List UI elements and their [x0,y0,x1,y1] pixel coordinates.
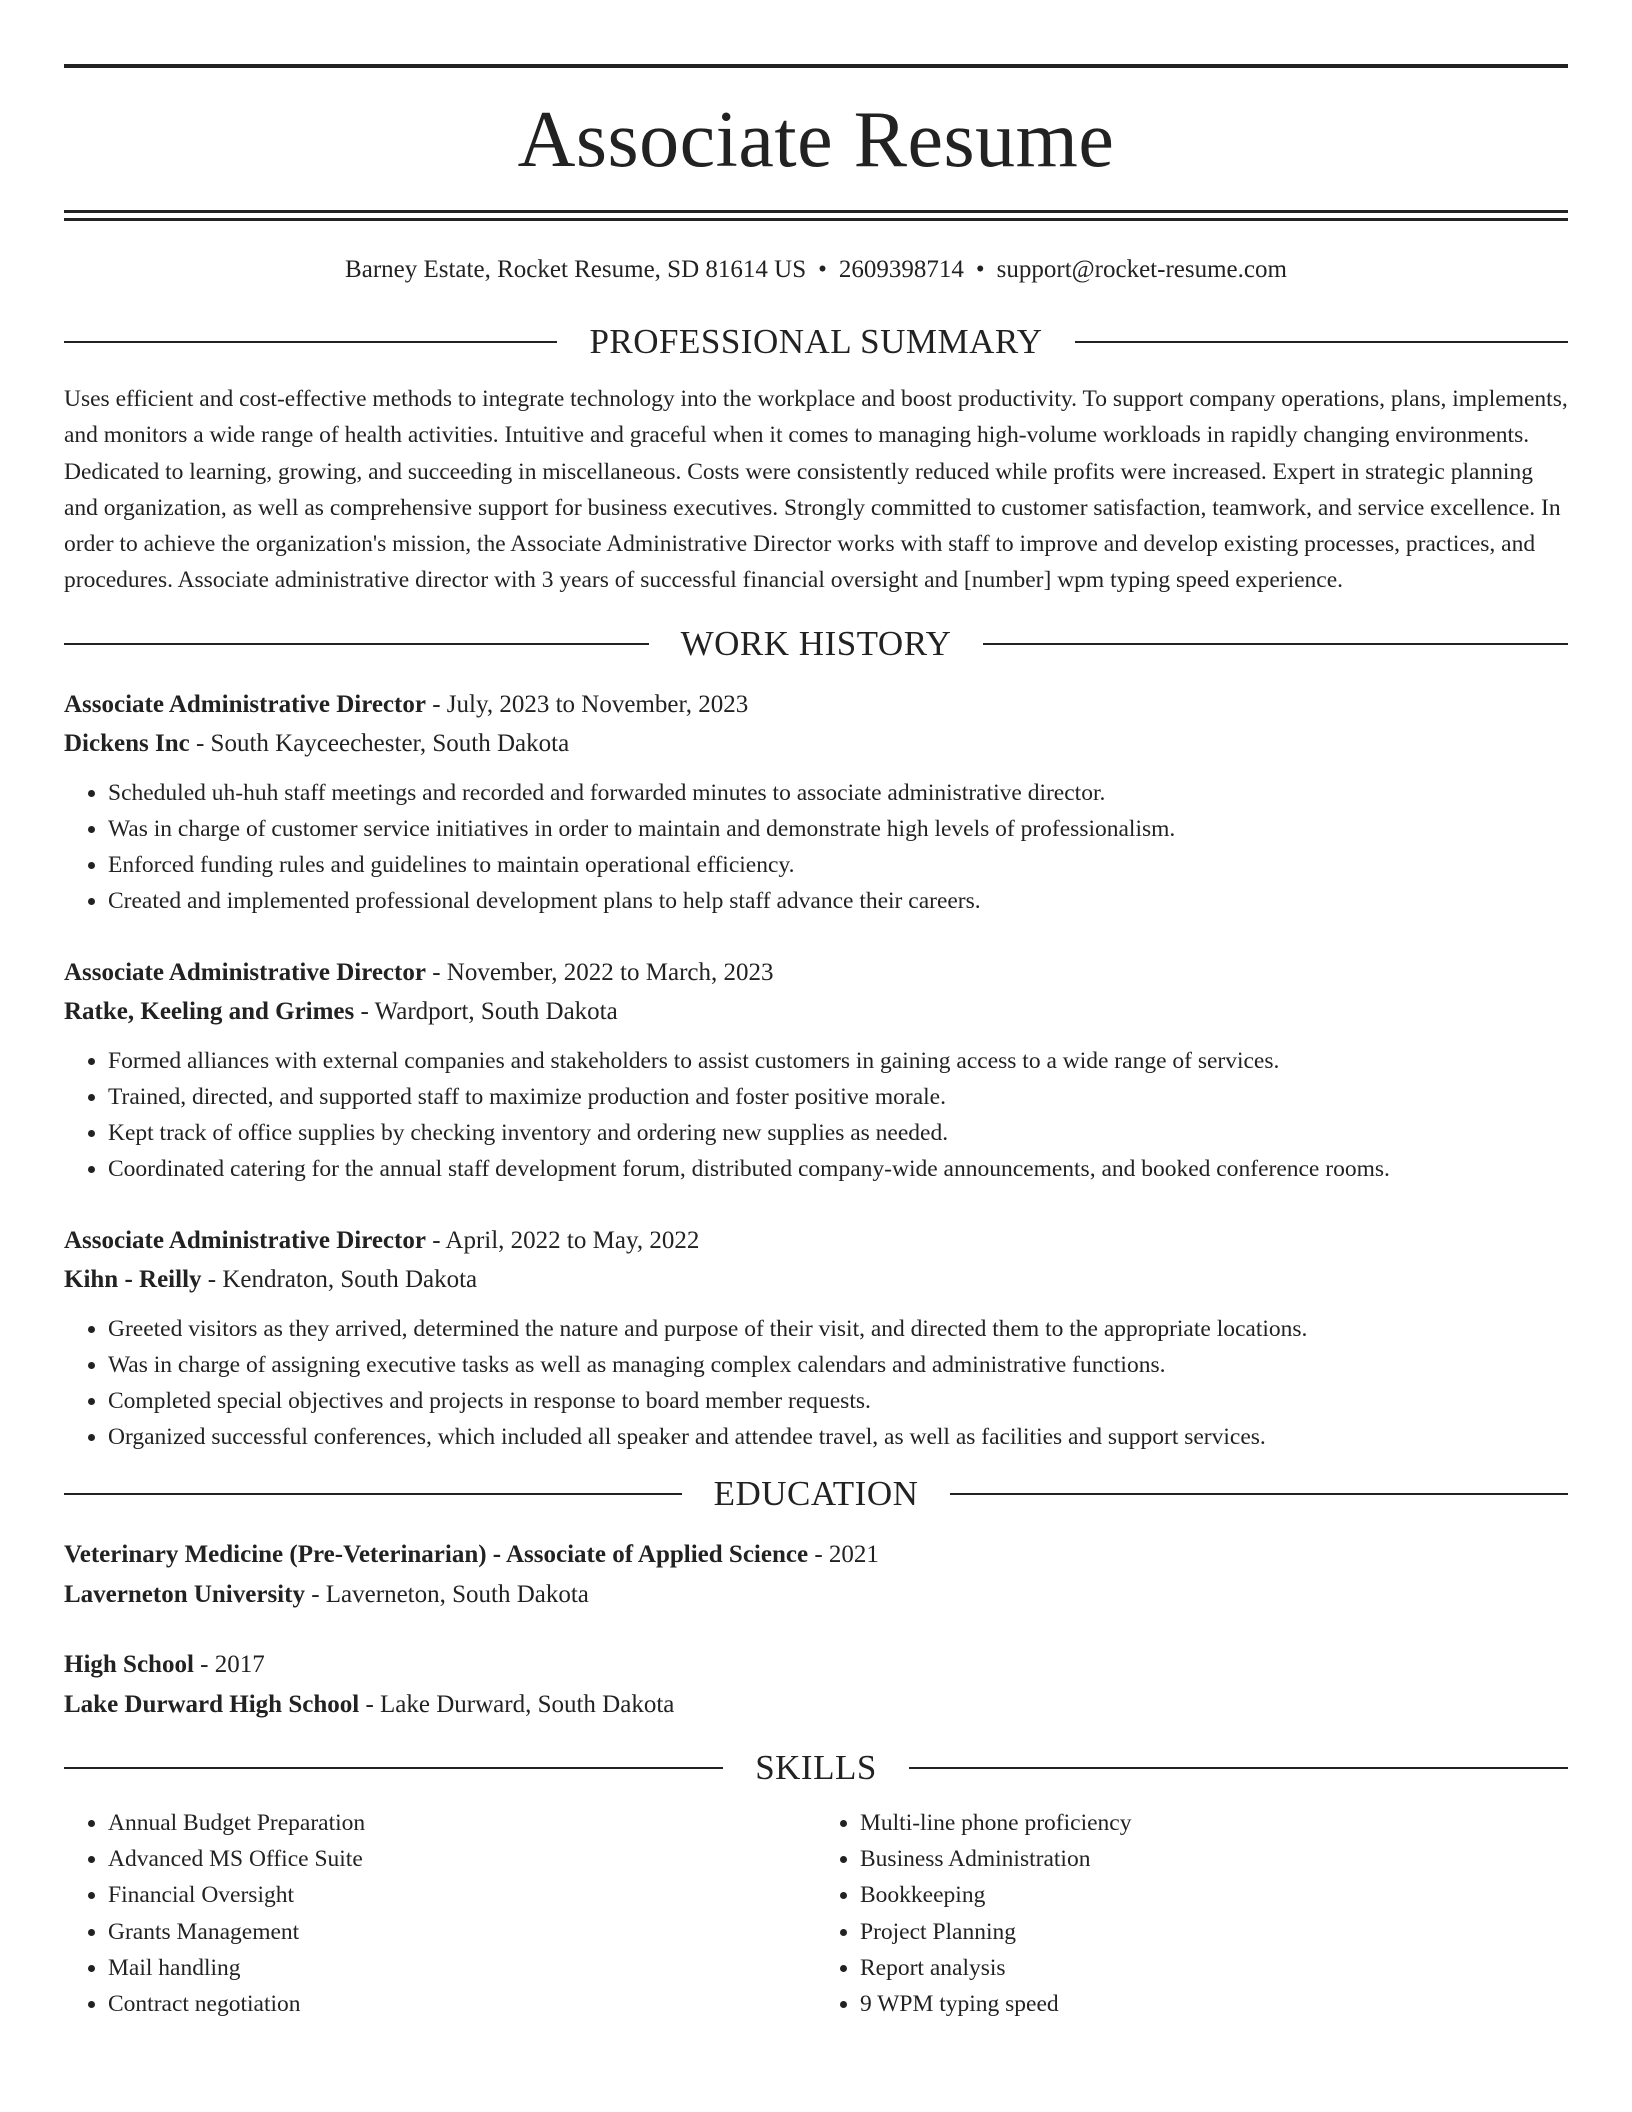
job-company: Dickens Inc [64,729,190,757]
job-company-line: Kihn - Reilly - Kendraton, South Dakota [64,1265,478,1293]
job-bullets [64,775,1568,919]
work-heading [64,623,1568,665]
job-bullet: • Created and implemented professional development plans to help staff advance their careers. [108,883,1568,919]
summary-heading-label: PROFESSIONAL SUMMARY [589,322,1043,361]
job-bullet: • Scheduled uh-huh staff meetings and recorded and forwarded minutes to associate administrative director. [108,775,1568,811]
job-title-line: Associate Administrative Director - July, 2023 to November, 2023 [64,690,749,718]
heading-rule-right [909,1767,1568,1769]
job-bullet: • Organized successful conferences, which included all speaker and attendee travel, as well as facilities and support services. [108,1419,1568,1455]
skill-item: • Multi-line phone proficiency [860,1805,1568,1841]
education-entry [64,1645,1568,1725]
heading-rule-left [64,1767,723,1769]
education-year: 2021 [828,1540,879,1568]
summary-text: Uses efficient and cost-effective methods to integrate technology into the workplace and boost productivity. To support company operations, plans, implements, and monitors a wide range of health activities. Intuitive and graceful when it comes to managing high-volume workloads in rapidly changing environments. Dedicated to learning, growing, and succeeding in miscellaneous. Costs were consistently reduced while profits were increased. Expert in strategic planning and organization, as well as comprehensive support for business executives. Strongly committed to customer satisfaction, teamwork, and service excellence. In order to achieve the organization's mission, the Associate Administrative Director works with staff to improve and develop existing processes, practices, and procedures. Associate administrative director with 3 years of successful financial oversight and [number] wpm typing speed experience. [64,386,1568,594]
top-rule [64,64,1568,68]
contact-separator: • [818,256,827,283]
resume-page [64,64,1568,2023]
skill-item: • Advanced MS Office Suite [108,1841,816,1877]
job-entry [64,1221,1568,1455]
heading-rule-right [983,643,1568,645]
job-entry [64,953,1568,1187]
job-bullet: • Trained, directed, and supported staff to maximize production and foster positive morale. [108,1079,1568,1115]
resume-title: Associate Resume [517,96,1115,184]
contact-address: Barney Estate, Rocket Resume, SD 81614 US [345,256,807,283]
job-bullet: • Enforced funding rules and guidelines to maintain operational efficiency. [108,847,1568,883]
skill-item: • Business Administration [860,1841,1568,1877]
job-bullet: • Greeted visitors as they arrived, determined the nature and purpose of their visit, and directed them to the appropriate locations. [108,1311,1568,1347]
skills-right-column [816,1805,1568,2023]
skills-columns [64,1805,1568,2023]
contact-email: support@rocket-resume.com [996,256,1287,283]
contact-separator: • [975,256,985,283]
skill-item: • Grants Management [108,1914,816,1950]
job-dates: July, 2023 to November, 2023 [446,690,749,718]
job-company-line: Ratke, Keeling and Grimes - Wardport, South Dakota [64,997,618,1025]
work-heading-label: WORK HISTORY [680,623,952,663]
education-degree: Veterinary Medicine (Pre-Veterinarian) - Associate of Applied Science [64,1540,809,1568]
job-bullet: • Completed special objectives and projects in response to board member requests. [108,1383,1568,1419]
education-school: Lake Durward High School [64,1690,360,1718]
job-bullets [64,1311,1568,1455]
job-bullet: • Was in charge of customer service initiatives in order to maintain and demonstrate high levels of professionalism. [108,811,1568,847]
job-dates: April, 2022 to May, 2022 [445,1226,700,1254]
title-double-rule [64,210,1568,221]
job-title: Associate Administrative Director [64,690,426,718]
education-degree: High School [64,1650,194,1678]
job-bullets [64,1043,1568,1187]
education-degree-line: High School - 2017 [64,1650,265,1678]
job-entry [64,685,1568,919]
heading-rule-left [64,643,649,645]
job-bullet: • Kept track of office supplies by checking inventory and ordering new supplies as needed. [108,1115,1568,1151]
job-company-line: Dickens Inc - South Kayceechester, South Dakota [64,729,570,757]
heading-rule-left [64,1493,682,1495]
contact-line [64,255,1568,285]
skills-left-column [64,1805,816,2023]
education-entry [64,1535,1568,1615]
work-history-list [64,685,1568,1455]
skill-item: • Financial Oversight [108,1877,816,1913]
job-company: Ratke, Keeling and Grimes [64,997,355,1025]
job-title: Associate Administrative Director [64,1226,426,1254]
skill-item: • Report analysis [860,1950,1568,1986]
skill-item: • Project Planning [860,1914,1568,1950]
skill-item: • Contract negotiation [108,1986,816,2022]
skill-item: • Annual Budget Preparation [108,1805,816,1841]
job-dates: November, 2022 to March, 2023 [446,958,774,986]
summary-heading [64,321,1568,363]
skill-item: • Mail handling [108,1950,816,1986]
skill-item: • 9 WPM typing speed [860,1986,1568,2022]
job-location: Wardport, South Dakota [374,997,618,1025]
contact-phone: 2609398714 [838,256,964,283]
heading-rule-right [1075,341,1568,343]
job-bullet: • Was in charge of assigning executive tasks as well as managing complex calendars and administrative functions. [108,1347,1568,1383]
job-title: Associate Administrative Director [64,958,426,986]
job-title-line: Associate Administrative Director - November, 2022 to March, 2023 [64,958,774,986]
job-title-line: Associate Administrative Director - April, 2022 to May, 2022 [64,1226,700,1254]
education-degree-line: Veterinary Medicine (Pre-Veterinarian) - Associate of Applied Science - 2021 [64,1540,879,1568]
education-school: Laverneton University [64,1580,305,1608]
education-location: Laverneton, South Dakota [325,1580,589,1608]
job-bullet: • Formed alliances with external companies and stakeholders to assist customers in gaining access to a wide range of services. [108,1043,1568,1079]
education-school-line: Laverneton University - Laverneton, South Dakota [64,1580,589,1608]
education-heading [64,1473,1568,1515]
education-heading-label: EDUCATION [713,1473,919,1513]
education-school-line: Lake Durward High School - Lake Durward, South Dakota [64,1690,675,1718]
job-location: South Kayceechester, South Dakota [210,729,570,757]
heading-rule-left [64,341,557,343]
job-bullet: • Coordinated catering for the annual staff development forum, distributed company-wide announcements, and booked conference rooms. [108,1151,1568,1187]
job-location: Kendraton, South Dakota [222,1265,478,1293]
education-year: 2017 [214,1650,265,1678]
skills-heading [64,1747,1568,1789]
education-location: Lake Durward, South Dakota [380,1690,675,1718]
job-company: Kihn - Reilly [64,1265,202,1293]
heading-rule-right [950,1493,1568,1495]
skill-item: • Bookkeeping [860,1877,1568,1913]
skills-heading-label: SKILLS [755,1747,877,1787]
